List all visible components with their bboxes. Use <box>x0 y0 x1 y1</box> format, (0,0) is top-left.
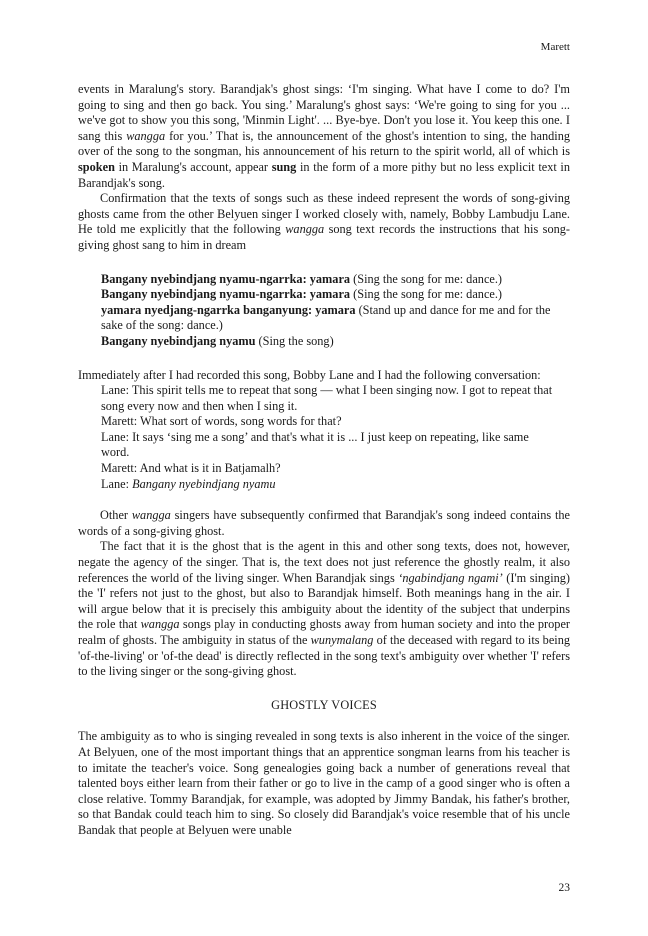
text-run: song text records the instructions that his song-giving ghost sang to him in dream <box>78 222 570 252</box>
text-run: (Sing the song for me: dance.) <box>350 287 503 302</box>
bold-text: Bangany nyebindjang nyamu-ngarrka: yamara <box>101 287 351 302</box>
text-run: in Maralung's account, appear <box>114 159 272 174</box>
text-run: Marett: And what is it in Batjamalh? <box>101 461 281 476</box>
text-run: singers have subsequently confirmed that Barandjak's song indeed contains the words of a song-giving ghost. <box>78 508 570 538</box>
text-run: events in Maralung's story. Barandjak's ghost sings: ‘I'm singing. What have I come to do? I'm going to sing and then go back. You sing.’ Maralung's ghost says: ‘We're going to sing for you ... we've got to show you this song, 'Minmin Light'. ... Bye-bye. Don't you lose it. You keep this one. I sang this <box>78 82 570 143</box>
text-run: of the deceased with regard to its being 'of-the-living' or 'of-the dead' is directly reflected in the song text's ambiguity over whether 'I' refers to the living singer or the song-giving ghost. <box>78 633 570 679</box>
body-text <box>78 82 570 839</box>
italic-text: wangga <box>285 222 325 237</box>
text-run: Marett: What sort of words, song words for that? <box>101 414 342 429</box>
spacer <box>78 492 570 508</box>
section-heading: GHOSTLY VOICES <box>271 697 377 712</box>
italic-text: wangga <box>131 508 171 523</box>
bold-text: yamara nyedjang-ngarrka banganyung: yamara <box>101 302 356 317</box>
text-run: Other <box>100 508 132 523</box>
conversation-turn <box>101 414 556 430</box>
text-run: The fact that it is the ghost that is the agent in this and other song texts, does not, however, negate the agency of the singer. That is, the text does not just reference the ghostly realm, it also references the world of the living singer. When Barandjak sings <box>78 539 570 585</box>
text-run: Lane: This spirit tells me to repeat that song — what I been singing now. I got to repeat that song every now and then when I sing it. <box>101 383 553 413</box>
paragraph <box>78 508 570 539</box>
paragraph <box>78 368 570 384</box>
song-line <box>101 334 556 350</box>
text-run: Immediately after I had recorded this song, Bobby Lane and I had the following conversation: <box>78 367 541 382</box>
italic-text: wangga <box>140 617 180 632</box>
conversation-turn <box>101 383 556 414</box>
paragraph <box>78 539 570 679</box>
text-run: Lane: <box>101 476 133 491</box>
bold-text: spoken <box>78 159 115 174</box>
conversation-block <box>101 383 556 492</box>
paragraph <box>78 729 570 838</box>
page-number: 23 <box>558 882 570 894</box>
song-line <box>101 272 556 288</box>
paragraph <box>78 191 570 253</box>
text-run: (I'm singing) the 'I' refers not just to the ghost, but also to Barandjak himself. Both meanings hang in the air. I will argue below that it is precisely this ambiguity about the identity of the subject that underpins the role that <box>78 570 570 632</box>
text-run: Lane: It says ‘sing me a song’ and that's what it is ... I just keep on repeating, like same word. <box>101 429 529 460</box>
italic-text: wunymalang <box>310 633 374 647</box>
bold-text: Bangany nyebindjang nyamu <box>101 333 256 348</box>
text-run: (Stand up and dance for me and for the sake of the song: dance.) <box>101 302 551 333</box>
text-run: Confirmation that the texts of songs such as these indeed represent the words of song-giving ghosts came from the other Belyuen singer I worked closely with, namely, Bobby Lambudju Lane. He told me explicitly that the following <box>78 191 570 237</box>
text-run: (Sing the song) <box>255 333 334 348</box>
song-line <box>101 303 556 334</box>
bold-text: sung <box>271 159 297 174</box>
bold-text: Bangany nyebindjang nyamu-ngarrka: yamara <box>101 271 351 286</box>
italic-text: Bangany nyebindjang nyamu <box>132 476 276 491</box>
conversation-turn <box>101 461 556 477</box>
text-run: songs play in conducting ghosts away from human society and into the proper realm of ghosts. The ambiguity in status of the <box>78 617 570 647</box>
conversation-turn <box>101 477 556 493</box>
text-run: for you.’ That is, the announcement of the ghost's intention to sing, the handing over of the song to the songman, his announcement of his return to the spirit world, all of which is <box>78 128 570 159</box>
italic-text: wangga <box>126 128 166 143</box>
text-run: in the form of a more pithy but no less explicit text in Barandjak's song. <box>78 159 570 190</box>
song-text-block <box>101 272 556 350</box>
conversation-turn <box>101 430 556 461</box>
text-run: The ambiguity as to who is singing revealed in song texts is also inherent in the voice of the singer. At Belyuen, one of the most important things that an apprentice songman learns from his teacher is to imitate the teacher's voice. Song genealogies going back a number of generations reveal that talented boys either learn from their father or go to live in the camp of a good singer who is often a close relative. Tommy Barandjak, for example, was adopted by Jimmy Bandak, his father's brother, so that Bandak could teach him to sing. So closely did Barandjak's voice resemble that of his uncle Bandak that people at Belyuen were unable <box>78 729 570 837</box>
italic-text: ‘ngabindjang ngami’ <box>398 570 503 585</box>
paragraph <box>78 82 570 191</box>
running-head: Marett <box>540 41 570 53</box>
song-line <box>101 287 556 303</box>
text-run: (Sing the song for me: dance.) <box>350 271 503 286</box>
